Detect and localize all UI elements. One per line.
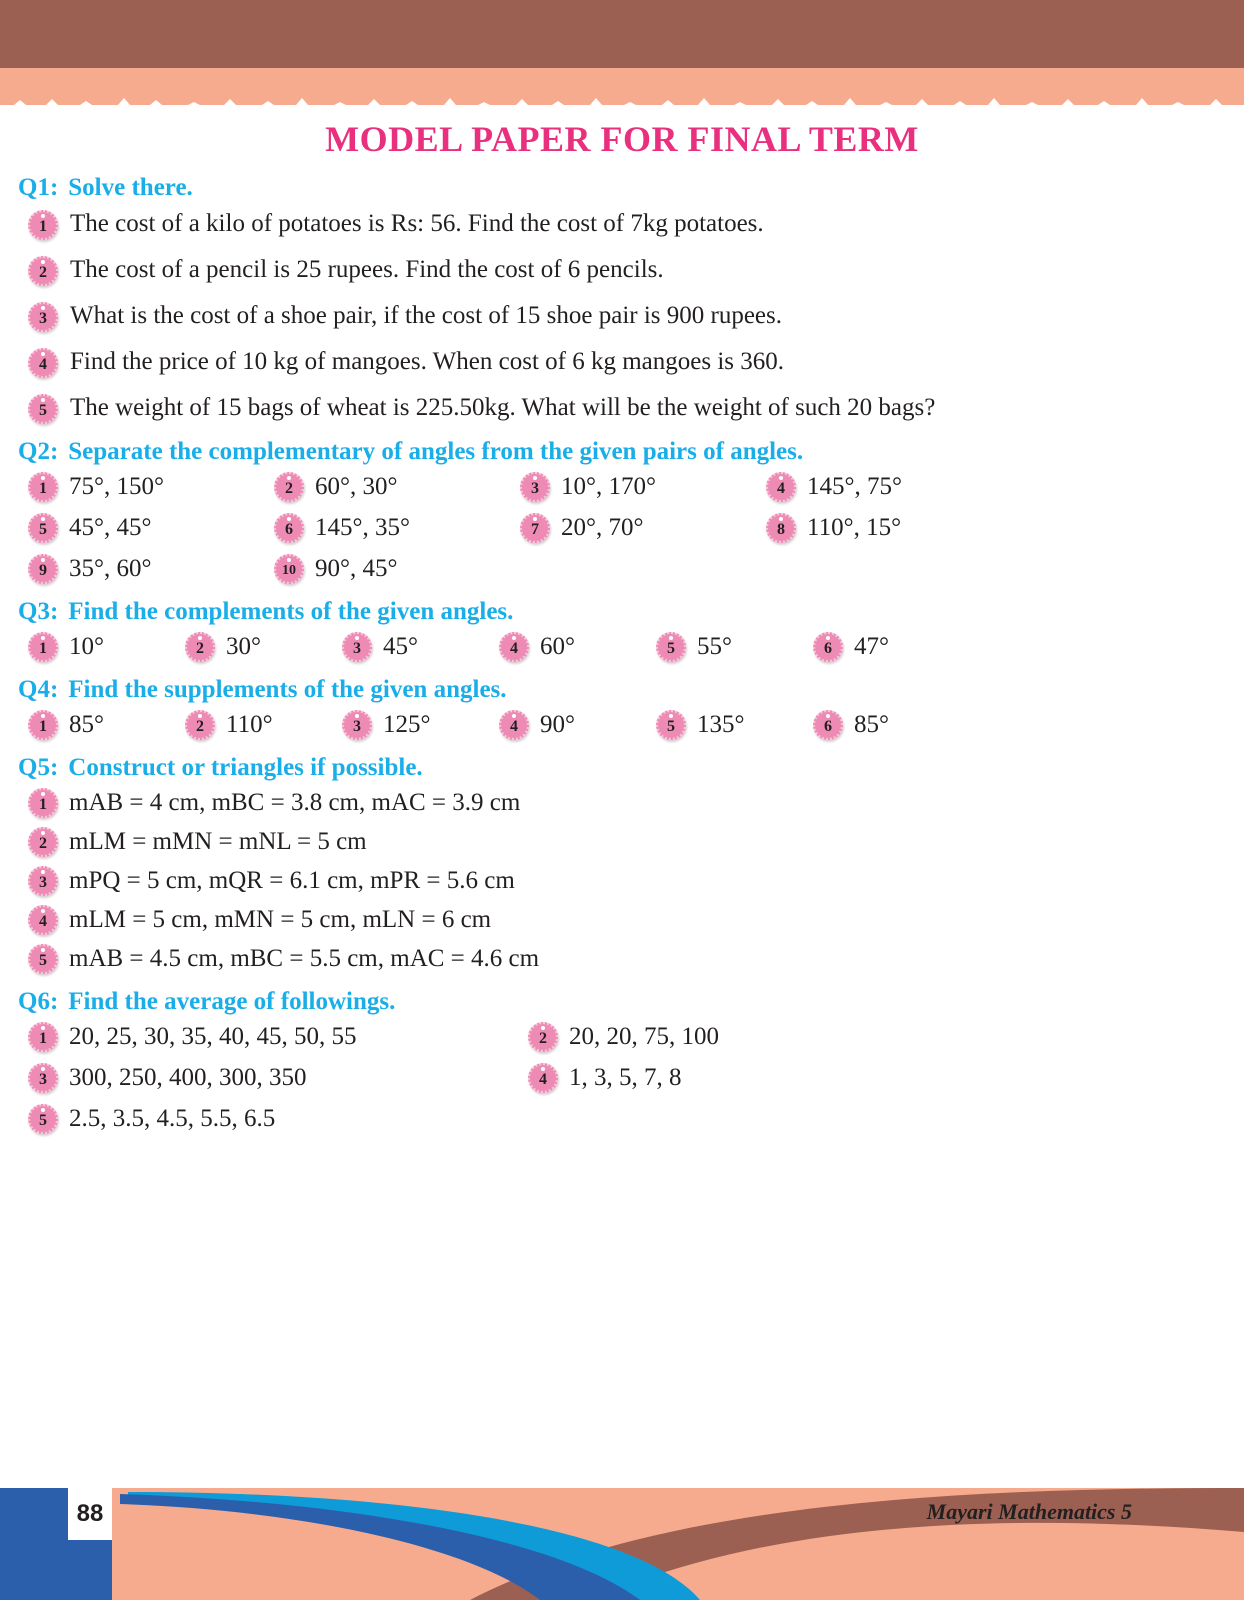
badge-number: 3 [353,640,361,657]
badge-number: 5 [39,402,47,419]
list-item [28,554,274,584]
item-text: 45° [383,633,418,660]
list-item [520,513,766,543]
badge-hole-icon [669,714,673,718]
badge-hole-icon [41,398,45,402]
q6-item-grid [0,1022,1244,1134]
item-number-badge [656,710,686,740]
q3-label: Q3: [18,598,59,625]
list-item [342,632,499,662]
list-item [813,710,970,740]
badge-number: 3 [531,480,539,497]
item-text: 47° [854,633,889,660]
list-item [28,1104,528,1134]
item-text: mAB = 4 cm, mBC = 3.8 cm, mAC = 3.9 cm [69,789,521,816]
item-text: 75°, 150° [69,473,164,500]
badge-number: 5 [667,640,675,657]
badge-hole-icon [287,517,291,521]
q4-label: Q4: [18,676,59,703]
badge-number: 3 [39,874,47,891]
item-text: 60° [540,633,575,660]
item-text: The cost of a kilo of potatoes is Rs: 56. Find the cost of 7kg potatoes. [70,210,764,237]
item-text: 20, 20, 75, 100 [569,1023,719,1050]
item-text: 10° [69,633,104,660]
badge-hole-icon [512,636,516,640]
item-number-badge [28,710,58,740]
item-number-badge [28,394,58,424]
badge-number: 1 [39,218,47,235]
badge-number: 5 [39,521,47,538]
badge-hole-icon [41,1067,45,1071]
item-text: mLM = 5 cm, mMN = 5 cm, mLN = 6 cm [69,906,492,933]
list-item [274,472,520,502]
badge-hole-icon [41,517,45,521]
item-number-badge [528,1063,558,1093]
badge-number: 4 [539,1071,547,1088]
item-number-badge [28,472,58,502]
q1-item-list [0,208,1244,424]
q6-heading-text: Find the average of followings. [68,988,396,1015]
q4-item-grid [0,710,1244,740]
badge-number: 9 [39,562,47,579]
badge-hole-icon [41,831,45,835]
list-item [342,710,499,740]
badge-hole-icon [355,714,359,718]
list-item [28,513,274,543]
list-item [274,554,520,584]
grid-row [28,1063,1244,1093]
item-text: 10°, 170° [561,473,656,500]
badge-hole-icon [41,909,45,913]
badge-number: 10 [282,563,296,578]
badge-hole-icon [41,870,45,874]
page-title: MODEL PAPER FOR FINAL TERM [325,119,919,159]
badge-hole-icon [826,714,830,718]
badge-hole-icon [198,714,202,718]
item-number-badge [528,1022,558,1052]
list-item [0,208,1244,240]
badge-hole-icon [41,306,45,310]
item-number-badge [28,905,58,935]
grid-row [28,513,1244,543]
item-number-badge [499,710,529,740]
item-number-badge [656,632,686,662]
badge-number: 1 [39,640,47,657]
item-number-badge [274,472,304,502]
worksheet-page [0,110,1244,1470]
q2-heading-text: Separate the complementary of angles from the given pairs of angles. [68,438,804,465]
badge-number: 1 [39,1030,47,1047]
badge-number: 2 [539,1030,547,1047]
item-number-badge [28,632,58,662]
grid-row [28,866,1244,896]
q5-label: Q5: [18,754,59,781]
item-text: mLM = mMN = mNL = 5 cm [69,828,367,855]
list-item [28,788,928,818]
badge-number: 2 [39,835,47,852]
item-number-badge [342,632,372,662]
item-number-badge [766,472,796,502]
grid-row [28,788,1244,818]
badge-hole-icon [41,792,45,796]
item-text: 1, 3, 5, 7, 8 [569,1064,682,1091]
badge-hole-icon [826,636,830,640]
q3-heading-text: Find the complements of the given angles. [68,598,514,625]
item-number-badge [28,513,58,543]
badge-hole-icon [779,517,783,521]
item-text: 2.5, 3.5, 4.5, 5.5, 6.5 [69,1105,276,1132]
item-text: 20, 25, 30, 35, 40, 45, 50, 55 [69,1023,357,1050]
item-text: 85° [854,711,889,738]
badge-number: 2 [39,264,47,281]
item-text: 110°, 15° [807,514,902,541]
item-number-badge [28,348,58,378]
q1-heading-text: Solve there. [68,174,193,201]
grid-row [28,944,1244,974]
badge-number: 1 [39,796,47,813]
q5-heading-text: Construct or triangles if possible. [68,754,423,781]
grid-row [28,827,1244,857]
grid-row [28,1104,1244,1134]
item-text: The weight of 15 bags of wheat is 225.50kg. What will be the weight of such 20 bags? [70,394,936,421]
item-number-badge [499,632,529,662]
list-item [28,1063,528,1093]
torn-paper-edge [0,96,1244,110]
item-text: 135° [697,711,745,738]
badge-number: 4 [39,356,47,373]
list-item [0,254,1244,286]
header-band-dark [0,0,1244,68]
badge-number: 2 [196,718,204,735]
badge-hole-icon [541,1026,545,1030]
badge-hole-icon [541,1067,545,1071]
item-number-badge [813,710,843,740]
list-item [656,632,813,662]
list-item [656,710,813,740]
item-number-badge [28,256,58,286]
item-text: 300, 250, 400, 300, 350 [69,1064,307,1091]
grid-row [28,905,1244,935]
item-number-badge [185,632,215,662]
badge-number: 3 [353,718,361,735]
badge-number: 2 [196,640,204,657]
item-number-badge [28,554,58,584]
page-number-box [68,1488,112,1540]
item-text: 145°, 35° [315,514,410,541]
list-item [0,346,1244,378]
section-heading-q1 [0,174,1244,202]
badge-hole-icon [41,476,45,480]
badge-hole-icon [41,558,45,562]
list-item [766,513,1012,543]
badge-number: 3 [39,1071,47,1088]
grid-row [28,554,1244,584]
badge-number: 4 [510,718,518,735]
badge-number: 6 [285,521,293,538]
badge-hole-icon [41,948,45,952]
list-item [28,632,185,662]
list-item [499,710,656,740]
item-number-badge [28,1063,58,1093]
badge-hole-icon [198,636,202,640]
list-item [813,632,970,662]
list-item [274,513,520,543]
badge-hole-icon [41,714,45,718]
list-item [28,866,928,896]
list-item [28,472,274,502]
badge-hole-icon [41,636,45,640]
badge-number: 4 [777,480,785,497]
badge-number: 5 [667,718,675,735]
badge-number: 3 [39,310,47,327]
item-number-badge [28,1022,58,1052]
q5-item-grid [0,788,1244,974]
item-text: The cost of a pencil is 25 rupees. Find the cost of 6 pencils. [70,256,664,283]
badge-number: 1 [39,480,47,497]
list-item [28,827,928,857]
badge-hole-icon [287,558,291,562]
item-number-badge [813,632,843,662]
badge-number: 6 [824,640,832,657]
item-text: 20°, 70° [561,514,644,541]
item-text: 145°, 75° [807,473,902,500]
badge-number: 6 [824,718,832,735]
item-number-badge [274,513,304,543]
book-title: Mayari Mathematics 5 [926,1499,1132,1524]
item-number-badge [28,210,58,240]
item-number-badge [28,944,58,974]
list-item [520,472,766,502]
item-text: 30° [226,633,261,660]
badge-hole-icon [512,714,516,718]
item-text: 55° [697,633,732,660]
q4-heading-text: Find the supplements of the given angles. [68,676,507,703]
list-item [28,710,185,740]
item-text: 35°, 60° [69,555,152,582]
item-text: mPQ = 5 cm, mQR = 6.1 cm, mPR = 5.6 cm [69,867,515,894]
badge-number: 7 [531,521,539,538]
list-item [766,472,1012,502]
badge-number: 4 [510,640,518,657]
page-number: 88 [76,1500,104,1527]
section-heading-q4 [0,676,1244,704]
item-number-badge [274,554,304,584]
grid-row [28,710,1244,740]
grid-row [28,632,1244,662]
item-number-badge [28,827,58,857]
list-item [28,1022,528,1052]
item-number-badge [185,710,215,740]
badge-hole-icon [41,1108,45,1112]
grid-row [28,472,1244,502]
list-item [185,710,342,740]
q6-label: Q6: [18,988,59,1015]
grid-row [28,1022,1244,1052]
item-text: 45°, 45° [69,514,152,541]
item-number-badge [520,513,550,543]
item-text: 125° [383,711,431,738]
badge-hole-icon [41,1026,45,1030]
badge-hole-icon [779,476,783,480]
item-text: 85° [69,711,104,738]
section-heading-q3 [0,598,1244,626]
section-heading-q2 [0,438,1244,466]
section-heading-q5 [0,754,1244,782]
badge-number: 5 [39,952,47,969]
item-text: Find the price of 10 kg of mangoes. When cost of 6 kg mangoes is 360. [70,348,785,375]
badge-hole-icon [41,260,45,264]
list-item [28,905,928,935]
badge-hole-icon [41,352,45,356]
badge-hole-icon [355,636,359,640]
list-item [499,632,656,662]
q2-label: Q2: [18,438,59,465]
item-text: 90°, 45° [315,555,398,582]
item-number-badge [28,1104,58,1134]
badge-hole-icon [533,476,537,480]
list-item [528,1022,1028,1052]
badge-number: 8 [777,521,785,538]
list-item [185,632,342,662]
item-number-badge [342,710,372,740]
item-text: 60°, 30° [315,473,398,500]
badge-number: 1 [39,718,47,735]
section-heading-q6 [0,988,1244,1016]
q1-label: Q1: [18,174,59,201]
item-text: What is the cost of a shoe pair, if the cost of 15 shoe pair is 900 rupees. [70,302,783,329]
badge-hole-icon [533,517,537,521]
list-item [528,1063,1028,1093]
item-number-badge [766,513,796,543]
badge-hole-icon [41,214,45,218]
badge-hole-icon [669,636,673,640]
list-item [0,300,1244,332]
item-number-badge [28,788,58,818]
badge-number: 4 [39,913,47,930]
item-number-badge [28,302,58,332]
item-text: 90° [540,711,575,738]
badge-number: 2 [285,480,293,497]
item-text: 110° [226,711,273,738]
item-text: mAB = 4.5 cm, mBC = 5.5 cm, mAC = 4.6 cm [69,945,540,972]
item-number-badge [520,472,550,502]
badge-number: 5 [39,1112,47,1129]
q2-item-grid [0,472,1244,584]
list-item [28,944,928,974]
list-item [0,392,1244,424]
q3-item-grid [0,632,1244,662]
badge-hole-icon [287,476,291,480]
item-number-badge [28,866,58,896]
